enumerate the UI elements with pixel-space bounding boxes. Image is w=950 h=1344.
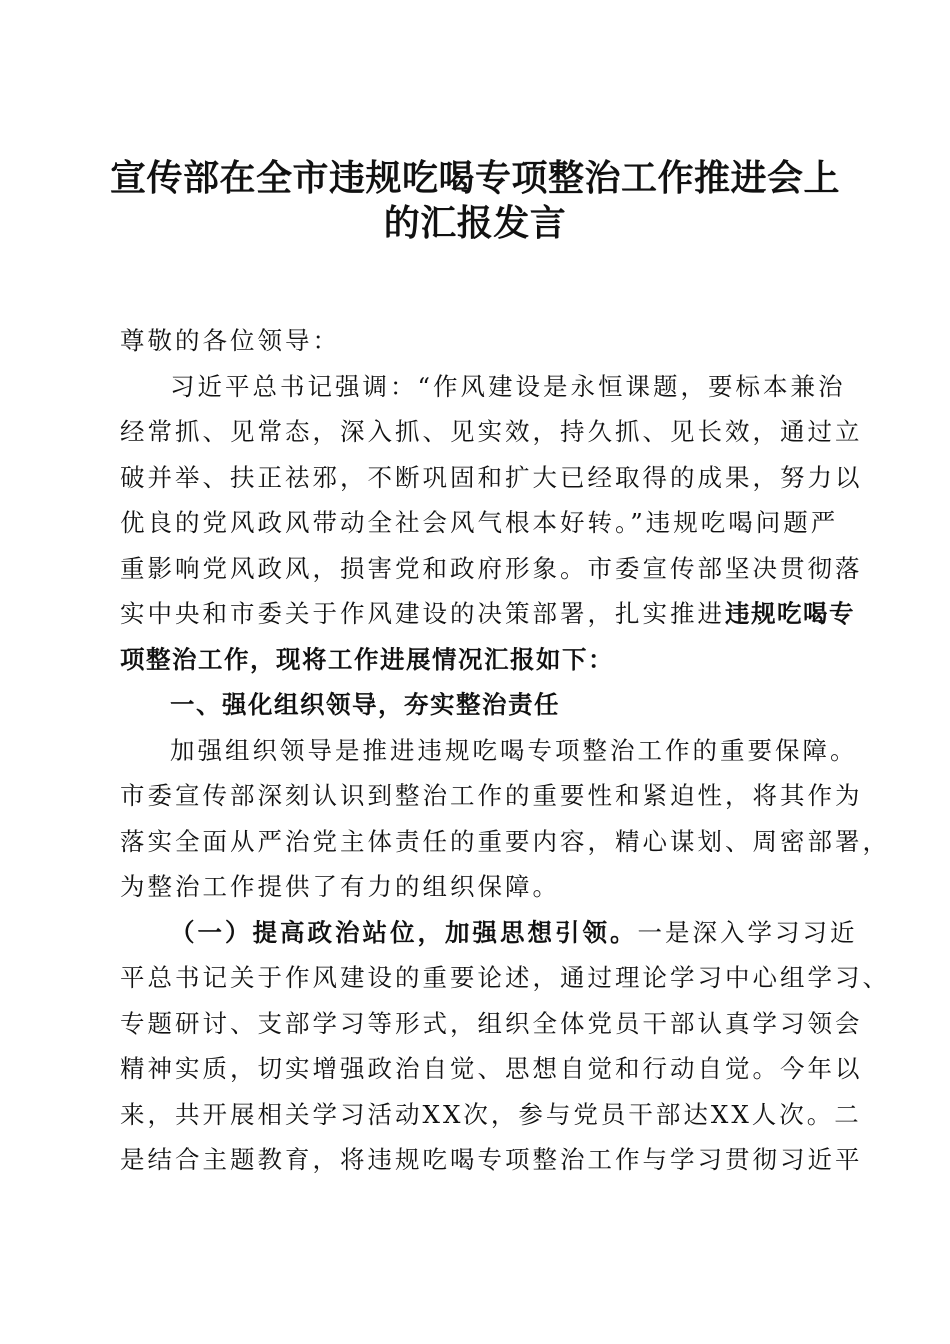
paragraph-line: 平总书记关于作风建设的重要论述，通过理论学习中心组学习、: [120, 963, 890, 992]
paragraph-line: 优良的党风政风带动全社会风气根本好转。”违规吃喝问题严: [120, 508, 839, 537]
paragraph-1: [120, 364, 863, 683]
emphasis-text: 违规吃喝专: [725, 599, 855, 628]
title-line-2: 的汇报发言: [383, 202, 567, 244]
title-line-1: 宣传部在全市违规吃喝专项整治工作推进会上: [110, 157, 841, 199]
paragraph-line: 重影响党风政风，损害党和政府形象。市委宣传部坚决贯彻落: [120, 553, 863, 583]
emphasis-line: 项整治工作，现将工作进展情况汇报如下：: [120, 644, 614, 674]
paragraph-line: 专题研讨、支部学习等形式，组织全体党员干部认真学习领会: [120, 1008, 863, 1038]
paragraph-line: 市委宣传部深刻认识到整治工作的重要性和紧迫性，将其作为: [120, 781, 863, 810]
paragraph-line: 精神实质，切实增强政治自觉、思想自觉和行动自觉。今年以: [120, 1054, 863, 1083]
paragraph-line: 是结合主题教育，将违规吃喝专项整治工作与学习贯彻习近平: [120, 1145, 863, 1174]
paragraph-line: [120, 910, 858, 956]
document-title: [110, 156, 840, 246]
paragraph-line: 经常抓、见常态，深入抓、见实效，持久抓、见长效，通过立: [120, 417, 863, 446]
document-body: [120, 318, 890, 1183]
paragraph-3: [120, 910, 890, 1183]
paragraph-line: 加强组织领导是推进违规吃喝专项整治工作的重要保障。: [170, 735, 858, 765]
paragraph-line: 习近平总书记强调：“作风建设是永恒课题，要标本兼治: [170, 371, 846, 401]
paragraph-line: 为整治工作提供了有力的组织保障。: [120, 872, 560, 901]
paragraph-line: 破并举、扶正祛邪，不断巩固和扩大已经取得的成果，努力以: [120, 462, 863, 492]
subsection-heading: （一）提高政治站位，加强思想引领。: [170, 917, 638, 947]
paragraph-text: 实中央和市委关于作风建设的决策部署，扎实推进: [120, 599, 725, 628]
salutation: 尊敬的各位领导：: [120, 326, 340, 355]
paragraph-text: 一是深入学习习近: [637, 917, 858, 947]
paragraph-line: 落实全面从严治党主体责任的重要内容，精心谋划、周密部署，: [120, 826, 890, 856]
paragraph-line: 来，共开展相关学习活动XX次，参与党员干部达XX人次。二: [120, 1099, 862, 1129]
paragraph-2: [120, 728, 890, 910]
paragraph-line: [120, 591, 855, 637]
section-heading-1: 一、强化组织领导，夯实整治责任: [170, 690, 560, 719]
